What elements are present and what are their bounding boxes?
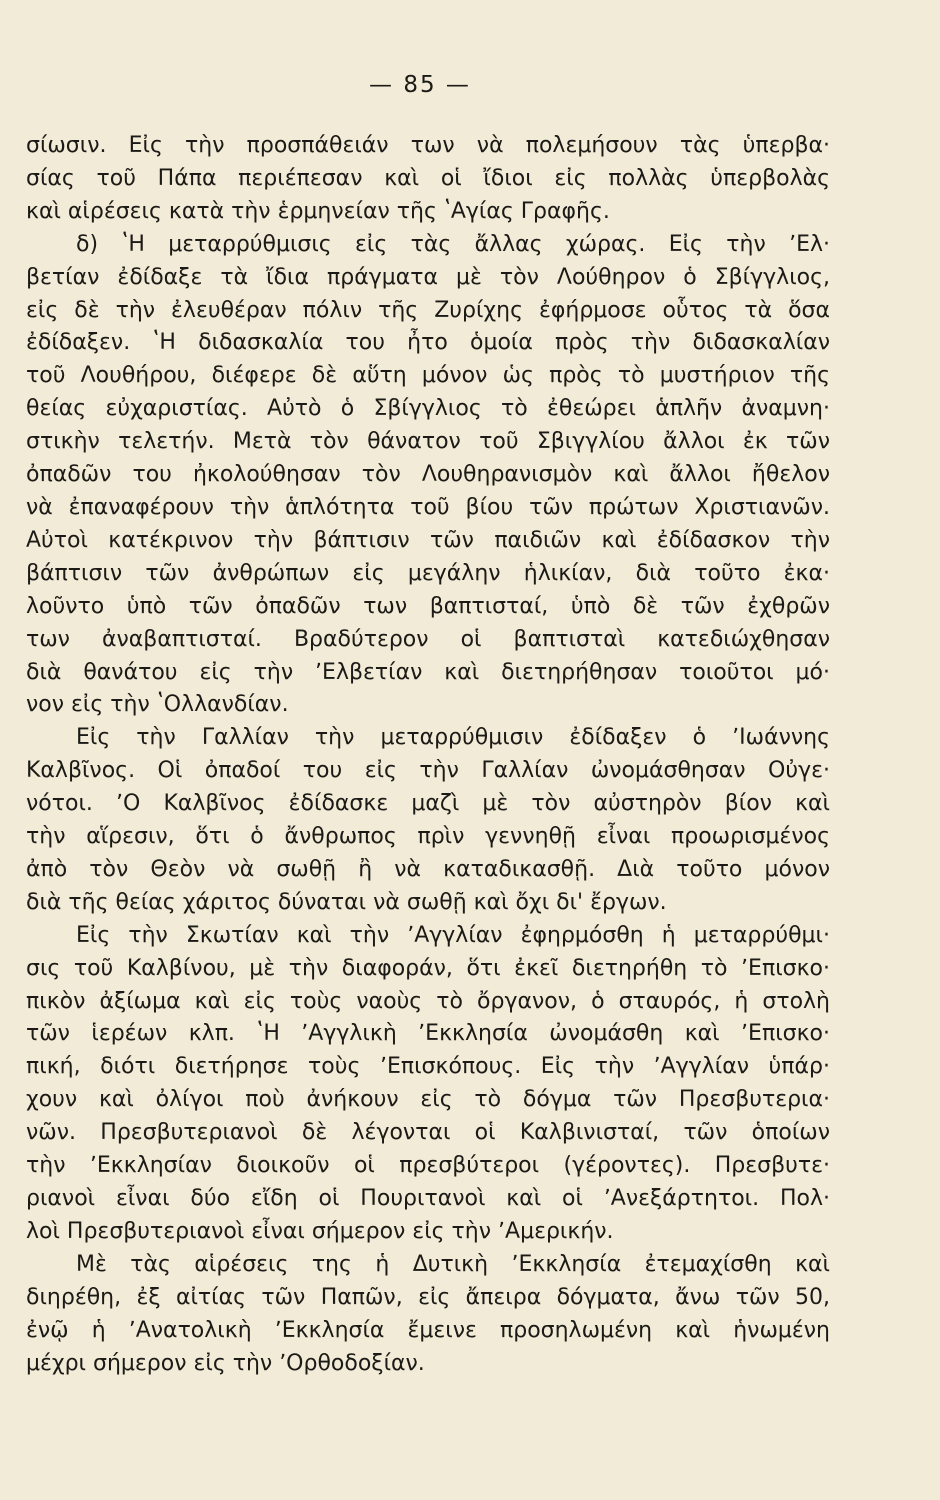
page-body <box>26 130 830 1380</box>
text-line: ἐνῷ ἡ ʼΑνατολικὴ ʼΕκκλησία ἔμεινε προσηλωμένη καὶ ἡνωμένη <box>26 1317 830 1343</box>
text-line: διηρέθη, ἐξ αἰτίας τῶν Παπῶν, εἰς ἄπειρα δόγματα, ἄνω τῶν 50, <box>26 1284 830 1310</box>
text-line: νῶν. Πρεσβυτεριανοὶ δὲ λέγονται οἱ Καλβινισταί, τῶν ὁποίων <box>26 1120 830 1146</box>
text-line: εἰς δὲ τὴν ἐλευθέραν πόλιν τῆς Ζυρίχης ἐφήρμοσε οὗτος τὰ ὅσα <box>26 297 830 323</box>
text-line: βετίαν ἐδίδαξε τὰ ἴδια πράγματα μὲ τὸν Λούθηρον ὁ Σβίγγλιος, <box>26 264 830 290</box>
text-line: μέχρι σήμερον εἰς τὴν ʼΟρθοδοξίαν. <box>26 1350 425 1376</box>
text-line: τὴν ʼΕκκλησίαν διοικοῦν οἱ πρεσβύτεροι (γέροντες). Πρεσβυτε· <box>26 1153 830 1179</box>
text-line: πικὸν ἀξίωμα καὶ εἰς τοὺς ναοὺς τὸ ὄργανον, ὁ σταυρός, ἡ στολὴ <box>26 988 830 1014</box>
text-line: ριανοὶ εἶναι δύο εἴδη οἱ Πουριτανοὶ καὶ οἱ ʼΑνεξάρτητοι. Πολ· <box>26 1186 830 1211</box>
page-number: — 85 — <box>369 72 471 98</box>
text-line: καὶ αἱρέσεις κατὰ τὴν ἑρμηνείαν τῆς ʽΑγίας Γραφῆς. <box>26 198 610 224</box>
text-line: τῶν ἱερέων κλπ. ʽΗ ʼΑγγλικὴ ʼΕκκλησία ὠνομάσθη καὶ ʼΕπισκο· <box>26 1021 830 1047</box>
text-line: τὴν αἵρεσιν, ὅτι ὁ ἄνθρωπος πρὶν γεννηθῇ εἶναι προωρισμένος <box>26 824 830 850</box>
text-line: των ἀναβαπτισταί. Βραδύτερον οἱ βαπτισταὶ κατεδιώχθησαν <box>26 626 830 652</box>
text-line: Αὐτοὶ κατέκρινον τὴν βάπτισιν τῶν παιδιῶν καὶ ἐδίδασκον τὴν <box>26 527 830 553</box>
text-line: νον εἰς τὴν ʽΟλλανδίαν. <box>26 692 289 718</box>
text-line: σις τοῦ Καλβίνου, μὲ τὴν διαφοράν, ὅτι ἐκεῖ διετηρήθη τὸ ʼΕπισκο· <box>26 955 830 981</box>
text-line: λοὶ Πρεσβυτεριανοὶ εἶναι σήμερον εἰς τὴν ʼΑμερικήν. <box>26 1218 614 1244</box>
text-line: σίας τοῦ Πάπα περιέπεσαν καὶ οἱ ἴδιοι εἰς πολλὰς ὑπερβολὰς <box>26 165 830 191</box>
text-line: βάπτισιν τῶν ἀνθρώπων εἰς μεγάλην ἡλικίαν, διὰ τοῦτο ἐκα· <box>26 560 830 586</box>
text-line: Εἰς τὴν Σκωτίαν καὶ τὴν ʼΑγγλίαν ἐφηρμόσθη ἡ μεταρρύθμι· <box>76 922 830 948</box>
text-line: ὀπαδῶν του ἠκολούθησαν τὸν Λουθηρανισμὸν καὶ ἄλλοι ἤθελον <box>26 462 830 488</box>
text-line: νὰ ἐπαναφέρουν τὴν ἁπλότητα τοῦ βίου τῶν πρώτων Χριστιανῶν. <box>26 494 830 520</box>
text-line: σίωσιν. Εἰς τὴν προσπάθειάν των νὰ πολεμήσουν τὰς ὑπερβα· <box>26 133 830 158</box>
text-line: χουν καὶ ὀλίγοι ποὺ ἀνήκουν εἰς τὸ δόγμα τῶν Πρεσβυτερια· <box>26 1087 830 1113</box>
text-line: διὰ θανάτου εἰς τὴν ʼΕλβετίαν καὶ διετηρήθησαν τοιοῦτοι μό· <box>26 659 830 685</box>
text-line: Μὲ τὰς αἱρέσεις της ἡ Δυτικὴ ʼΕκκλησία ἐτεμαχίσθη καὶ <box>76 1251 830 1277</box>
text-line: νότοι. ʼΟ Καλβῖνος ἐδίδασκε μαζὶ μὲ τὸν αὐστηρὸν βίον καὶ <box>26 791 830 817</box>
text-line: θείας εὐχαριστίας. Αὐτὸ ὁ Σβίγγλιος τὸ ἐθεώρει ἁπλῆν ἀναμνη· <box>26 396 830 422</box>
text-line: τοῦ Λουθήρου, διέφερε δὲ αὕτη μόνον ὡς πρὸς τὸ μυστήριον τῆς <box>26 363 830 389</box>
text-line: Καλβῖνος. Οἱ ὀπαδοί του εἰς τὴν Γαλλίαν ὠνομάσθησαν Οὐγε· <box>26 758 830 784</box>
text-line: διὰ τῆς θείας χάριτος δύναται νὰ σωθῇ καὶ ὄχι δι' ἔργων. <box>26 889 667 915</box>
text-line: πική, διότι διετήρησε τοὺς ʼΕπισκόπους. Εἰς τὴν ʼΑγγλίαν ὑπάρ· <box>26 1054 830 1080</box>
text-line: στικὴν τελετήν. Μετὰ τὸν θάνατον τοῦ Σβιγγλίου ἄλλοι ἐκ τῶν <box>26 429 830 455</box>
text-line: λοῦντο ὑπὸ τῶν ὀπαδῶν των βαπτισταί, ὑπὸ δὲ τῶν ἐχθρῶν <box>26 593 830 619</box>
text-line: ἐδίδαξεν. ʽΗ διδασκαλία του ἦτο ὁμοία πρὸς τὴν διδασκαλίαν <box>26 330 830 356</box>
text-line: ἀπὸ τὸν Θεὸν νὰ σωθῇ ἢ νὰ καταδικασθῇ. Διὰ τοῦτο μόνον <box>26 856 830 882</box>
text-line: δ) ʽΗ μεταρρύθμισις εἰς τὰς ἄλλας χώρας. Εἰς τὴν ʼΕλ· <box>76 231 830 257</box>
text-line: Εἰς τὴν Γαλλίαν τὴν μεταρρύθμισιν ἐδίδαξεν ὁ ʼΙωάννης <box>76 725 830 751</box>
